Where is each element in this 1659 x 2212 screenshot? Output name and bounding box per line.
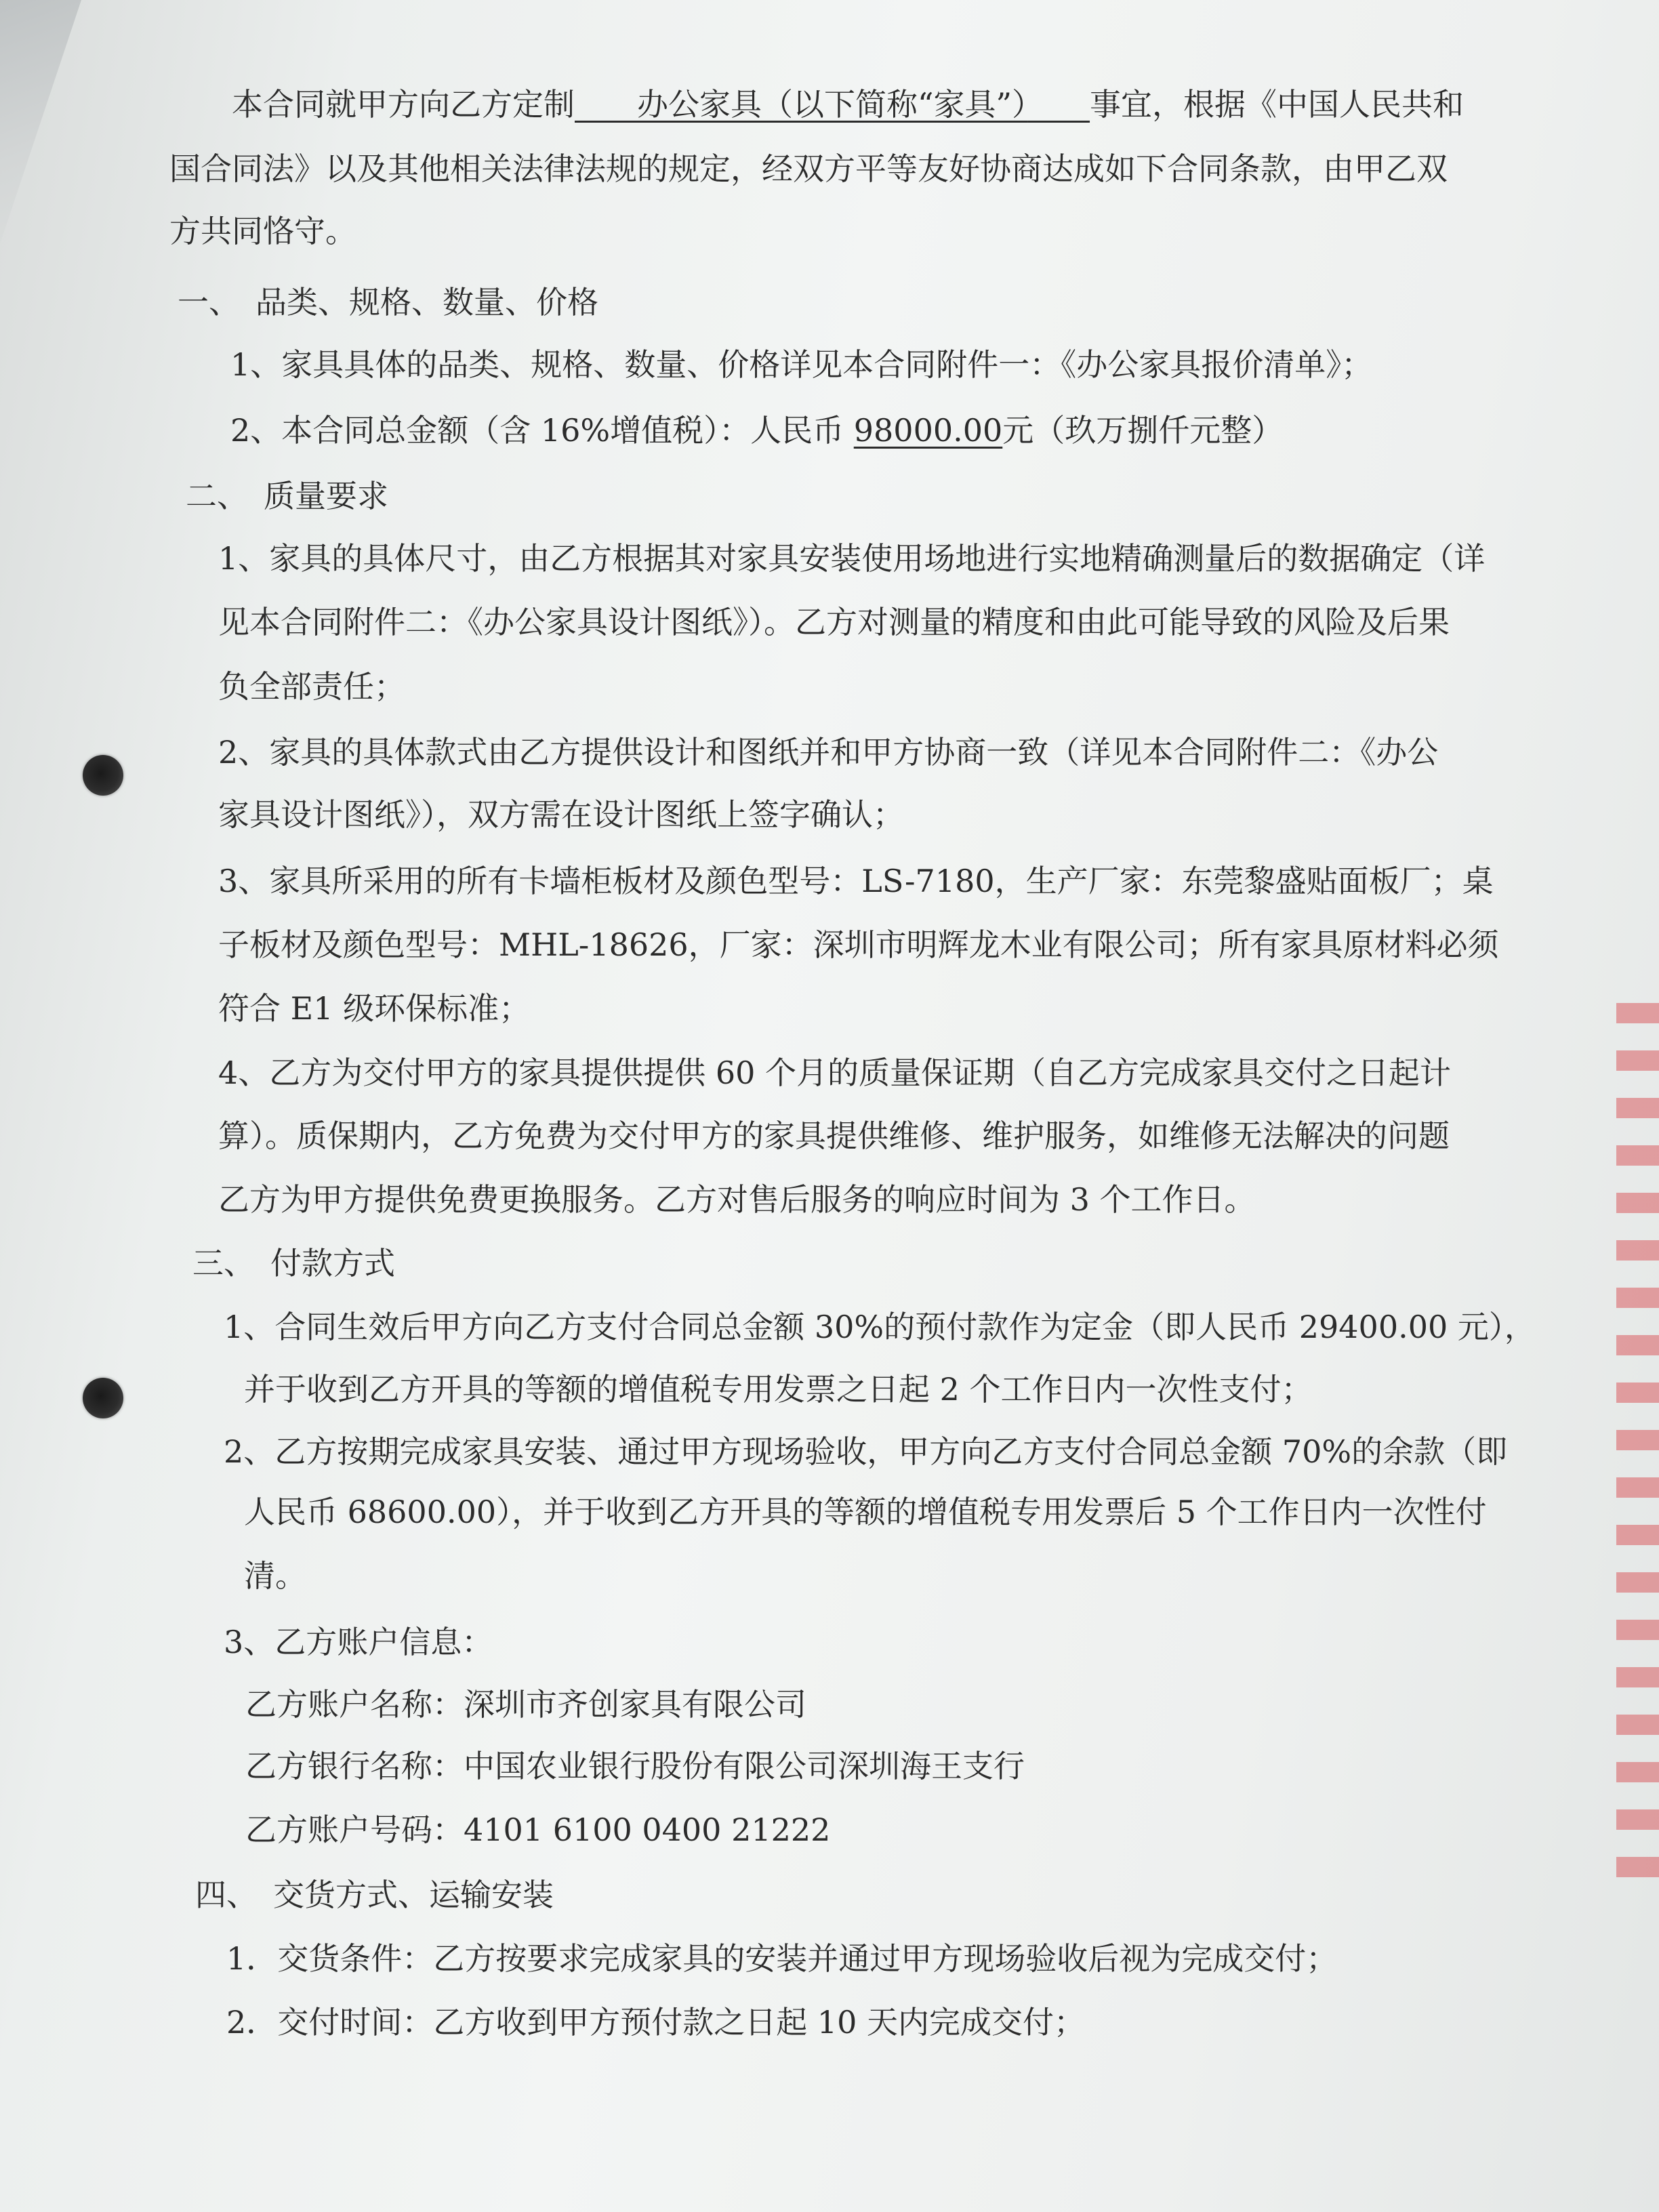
section-2-item-3-line-2: 子板材及颜色型号：MHL-18626，厂家：深圳市明辉龙木业有限公司；所有家具原材料必须 (218, 926, 1499, 963)
section-1-item-2: 2、本合同总金额（含 16%增值税）：人民币 98000.00元（玖万捌仟元整） (230, 412, 1284, 449)
section-3-item-2-line-2: 人民币 68600.00），并于收到乙方开具的等额的增值税专用发票后 5 个工作日内一次性付 (244, 1494, 1487, 1530)
intro-line-3: 方共同恪守。 (169, 213, 356, 249)
total-amount: 98000.00 (853, 412, 1003, 449)
section-2-item-4-line-2: 算）。质保期内，乙方免费为交付甲方的家具提供维修、维护服务，如维修无法解决的问题 (218, 1118, 1450, 1154)
section-2-item-4-line-3: 乙方为甲方提供免费更换服务。乙方对售后服务的响应时间为 3 个工作日。 (218, 1181, 1256, 1218)
section-2-item-1-line-2: 见本合同附件二：《办公家具设计图纸》）。乙方对测量的精度和由此可能导致的风险及后果 (218, 604, 1450, 640)
section-2-item-3-line-1: 3、家具所采用的所有卡墙柜板材及颜色型号：LS-7180，生产厂家：东莞黎盛贴面板厂；桌 (218, 863, 1494, 899)
intro-blank: 办公家具（以下简称“家具”） (637, 86, 1028, 123)
red-seal-edge (1616, 976, 1659, 1904)
section-2-item-2-line-2: 家具设计图纸》），双方需在设计图纸上签字确认； (218, 796, 904, 833)
section-4-item-1: 1．交货条件：乙方按要求完成家具的安装并通过甲方现场验收后视为完成交付； (226, 1940, 1338, 1977)
section-3-item-2-line-3: 清。 (244, 1557, 306, 1594)
section-3-item-1-line-2: 并于收到乙方开具的等额的增值税专用发票之日起 2 个工作日内一次性支付； (244, 1371, 1313, 1408)
section-3-item-3: 3、乙方账户信息： (224, 1624, 493, 1660)
intro-line-1: 本合同就甲方向乙方定制 办公家具（以下简称“家具”） 事宜，根据《中国人民共和 (232, 86, 1465, 123)
section-2-item-1-line-1: 1、家具的具体尺寸，由乙方根据其对家具安装使用场地进行实地精确测量后的数据确定（详 (218, 540, 1486, 577)
section-2-item-3-line-3: 符合 E1 级环保标准； (218, 990, 531, 1027)
section-4-heading: 四、 交货方式、运输安装 (195, 1877, 554, 1913)
section-1-heading: 一、 品类、规格、数量、价格 (178, 284, 598, 321)
section-3-heading: 三、 付款方式 (192, 1245, 395, 1282)
punch-hole (83, 755, 123, 796)
folded-corner (0, 0, 81, 244)
section-3-item-1-line-1: 1、合同生效后甲方向乙方支付合同总金额 30%的预付款作为定金（即人民币 29400.00 元）， (224, 1309, 1536, 1345)
intro-line-2: 国合同法》以及其他相关法律法规的规定，经双方平等友好协商达成如下合同条款，由甲乙双 (169, 150, 1448, 187)
section-2-item-4-line-1: 4、乙方为交付甲方的家具提供提供 60 个月的质量保证期（自乙方完成家具交付之日起计 (218, 1054, 1452, 1091)
account-number: 乙方账户号码：4101 6100 0400 21222 (245, 1811, 831, 1848)
bank-name: 乙方银行名称：中国农业银行股份有限公司深圳海王支行 (245, 1748, 1025, 1784)
section-2-heading: 二、 质量要求 (186, 478, 388, 514)
section-4-item-2: 2．交付时间：乙方收到甲方预付款之日起 10 天内完成交付； (226, 2004, 1086, 2041)
section-2-item-1-line-3: 负全部责任； (218, 668, 405, 705)
section-2-item-2-line-1: 2、家具的具体款式由乙方提供设计和图纸并和甲方协商一致（详见本合同附件二：《办公 (218, 734, 1439, 771)
punch-hole (83, 1378, 123, 1418)
account-name: 乙方账户名称：深圳市齐创家具有限公司 (245, 1686, 806, 1723)
section-3-item-2-line-1: 2、乙方按期完成家具安装、通过甲方现场验收，甲方向乙方支付合同总金额 70%的余款（即 (224, 1433, 1508, 1470)
section-1-item-1: 1、家具具体的品类、规格、数量、价格详见本合同附件一：《办公家具报价清单》； (230, 346, 1373, 383)
